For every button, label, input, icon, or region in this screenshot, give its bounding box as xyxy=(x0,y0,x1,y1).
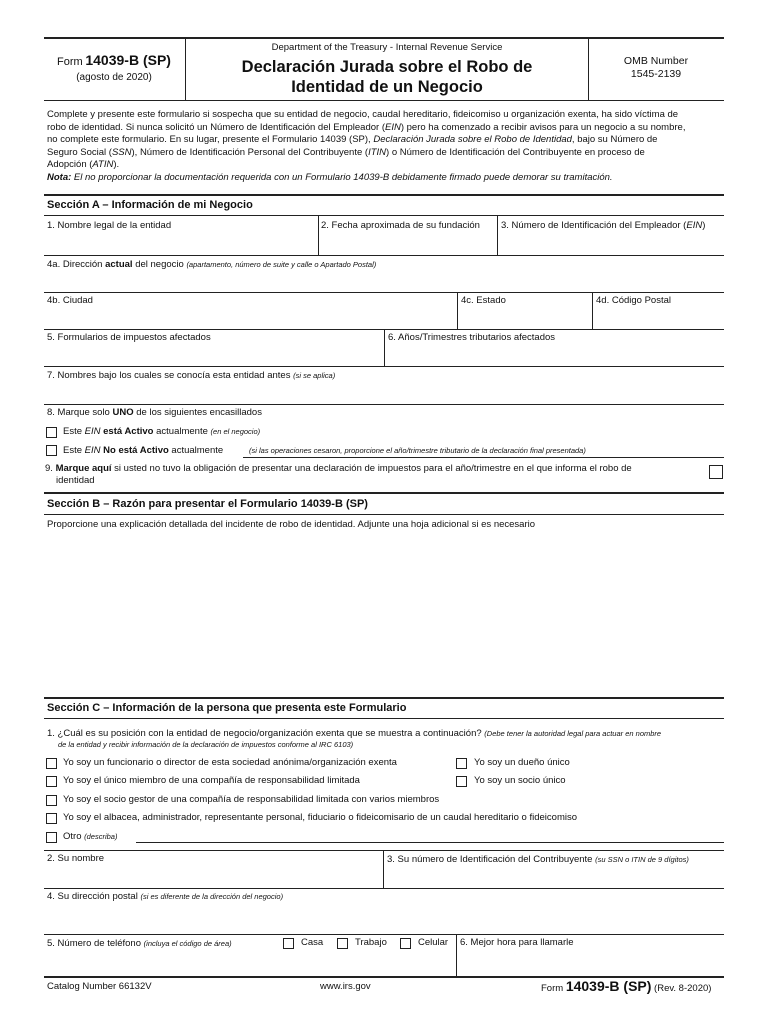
intro-line-5-em: ATIN xyxy=(92,159,114,170)
section-b-title-rule xyxy=(44,514,724,515)
llc-single-member-checkbox[interactable] xyxy=(46,776,57,787)
no-filing-requirement-checkbox[interactable] xyxy=(709,465,723,479)
intro-line-5-text: Adopción ( xyxy=(47,159,93,170)
ein-field[interactable] xyxy=(498,216,723,255)
intro-line-2-tail: ) pero ha comenzado a recibir avisos para un negocio a su nombre, xyxy=(400,121,686,133)
ein-inactive-em: EIN xyxy=(84,445,101,456)
footer-form-label: Form xyxy=(541,983,566,994)
intro-line-3 xyxy=(47,134,723,147)
phone-label xyxy=(47,938,232,950)
best-time-field[interactable] xyxy=(457,935,723,976)
phone-work-checkbox[interactable] xyxy=(337,938,348,949)
ein-inactive-note: (si las operaciones cesaron, proporcione el año/trimestre tributario de la declaración final presentada) xyxy=(249,446,586,455)
ein-active-checkbox[interactable] xyxy=(46,427,57,438)
city-label: 4b. Ciudad xyxy=(47,295,93,306)
form-title-line2: Identidad de un Negocio xyxy=(291,77,483,96)
intro-note xyxy=(47,172,723,185)
intro-line-3-tail: , bajo su Número de xyxy=(571,134,658,145)
section-c-title-rule xyxy=(44,718,724,719)
entity-name-field[interactable] xyxy=(44,216,318,255)
other-label-text: Otro xyxy=(63,831,85,842)
intro-line-5-tail: ). xyxy=(113,159,120,170)
omb-label: OMB Number xyxy=(623,55,689,67)
tax-forms-label: 5. Formularios de impuestos afectados xyxy=(47,332,211,343)
section-b-top-rule xyxy=(44,492,724,494)
footer-form-id xyxy=(541,978,711,996)
state-label: 4c. Estado xyxy=(461,295,506,306)
founding-date-label: 2. Fecha aproximada de su fundación xyxy=(321,220,480,231)
intro-line-5 xyxy=(47,159,723,172)
no-filing-requirement-label xyxy=(45,463,632,475)
state-field[interactable] xyxy=(458,293,592,329)
form-id-block xyxy=(44,52,184,84)
phone-home-checkbox[interactable] xyxy=(283,938,294,949)
header-top-rule xyxy=(44,37,724,39)
footer-revision: (Rev. 8-2020) xyxy=(651,983,712,994)
intro-note-label: Nota: xyxy=(47,171,72,183)
intro-line-3-em: Declaración Jurada sobre el Robo de Identidad xyxy=(373,134,572,145)
row7-bottom-rule xyxy=(44,404,724,405)
mailing-address-field[interactable] xyxy=(44,889,724,934)
taxpayer-id-field[interactable] xyxy=(384,851,723,888)
ein-inactive-post: actualmente xyxy=(168,445,224,456)
no-filing-line2: identidad xyxy=(56,475,95,486)
intro-line-2 xyxy=(47,122,723,135)
position-question xyxy=(47,728,661,740)
sole-owner-checkbox[interactable] xyxy=(456,758,467,769)
no-filing-pre: 9. xyxy=(45,463,56,474)
no-filing-bold: Marque aquí xyxy=(55,463,112,474)
phone-number-field[interactable] xyxy=(44,952,455,976)
position-question-text: 1. ¿Cuál es su posición con la entidad de negocio/organización exenta que se muestra a continuación? xyxy=(47,728,485,739)
form-title-line1: Declaración Jurada sobre el Robo de xyxy=(241,57,533,76)
ein-active-post: actualmente xyxy=(153,426,211,437)
form-date: (agosto de 2020) xyxy=(76,71,152,83)
ein-status-question xyxy=(47,407,262,419)
ein-label-tail: ) xyxy=(702,220,706,231)
final-return-line[interactable] xyxy=(243,457,724,458)
ein-label-em: EIN xyxy=(686,220,703,231)
mailing-address-note: (si es diferente de la dirección del negocio) xyxy=(140,892,284,901)
ein-inactive-pre: Este xyxy=(63,445,85,456)
position-question-note2: de la entidad y recibir información de la declaración de impuestos conforme al IRC 6103) xyxy=(58,740,354,749)
mailing-address-text: 4. Su dirección postal xyxy=(47,891,141,902)
form-title-block xyxy=(186,42,588,97)
ein-status-post: de los siguientes encasillados xyxy=(133,407,262,418)
no-filing-post: si usted no tuvo la obligación de presentar una declaración de impuestos para el año/trimestre en el que informa el robo de xyxy=(111,463,632,474)
other-label-note: (describa) xyxy=(84,832,118,841)
phone-work-label: Trabajo xyxy=(355,937,387,948)
ein-inactive-label xyxy=(63,445,223,457)
intro-paragraph xyxy=(47,109,723,184)
other-label xyxy=(63,831,117,843)
intro-line-4-tail: ) o Número de Identificación del Contribuyente en proceso de xyxy=(386,146,645,158)
city-field[interactable] xyxy=(44,293,457,329)
taxpayer-id-note: (su SSN o ITIN de 9 dígitos) xyxy=(595,855,689,864)
phone-cell-label: Celular xyxy=(418,937,449,948)
irs-website: www.irs.gov xyxy=(320,981,371,992)
previous-names-text: 7. Nombres bajo los cuales se conocía esta entidad antes xyxy=(47,370,294,381)
section-b-title: Sección B – Razón para presentar el Formulario 14039-B (SP) xyxy=(47,498,368,510)
intro-line-2-em: EIN xyxy=(384,121,401,133)
section-c-top-rule xyxy=(44,697,724,699)
entity-name-label: 1. Nombre legal de la entidad xyxy=(47,220,172,231)
ein-active-note: (en el negocio) xyxy=(210,427,261,436)
officer-label: Yo soy un funcionario o director de esta sociedad anónima/organización exenta xyxy=(63,757,397,768)
ein-active-em: EIN xyxy=(84,426,101,437)
agency-name: Department of the Treasury - Internal Revenue Service xyxy=(271,42,503,53)
incident-explanation-field[interactable] xyxy=(44,532,724,695)
sole-owner-label: Yo soy un dueño único xyxy=(474,757,570,768)
phone-label-note: (incluya el código de área) xyxy=(143,939,232,948)
llc-managing-member-checkbox[interactable] xyxy=(46,795,57,806)
header-bottom-rule xyxy=(44,100,724,101)
tax-years-field[interactable] xyxy=(385,330,723,366)
executor-label: Yo soy el albacea, administrador, representante personal, fiduciario o fideicomisario de un caudal hereditario o fideicomiso xyxy=(63,812,578,823)
intro-line-1: Complete y presente este formulario si sospecha que su entidad de negocio, caudal hereditario, fideicomiso u organización exenta, ha sido víctima de xyxy=(47,109,679,120)
section-a-title: Sección A – Información de mi Negocio xyxy=(47,199,253,211)
incident-explanation-instructions: Proporcione una explicación detallada del incidente de robo de identidad. Adjunte una hoja adicional si es necesario xyxy=(47,519,536,530)
ein-label-text: 3. Número de Identificación del Empleador ( xyxy=(501,220,687,231)
sole-partner-checkbox[interactable] xyxy=(456,776,467,787)
zip-code-label: 4d. Código Postal xyxy=(596,295,671,306)
executor-checkbox[interactable] xyxy=(46,813,57,824)
intro-line-4-text: Seguro Social ( xyxy=(47,146,112,158)
tax-forms-field[interactable] xyxy=(44,330,384,366)
ein-active-pre: Este xyxy=(63,426,85,437)
llc-single-member-label: Yo soy el único miembro de una compañía de responsabilidad limitada xyxy=(63,775,360,786)
intro-line-4-em2: ITIN xyxy=(368,146,387,158)
other-describe-line[interactable] xyxy=(136,842,724,843)
ein-inactive-bold: No está Activo xyxy=(100,445,169,456)
intro-line-3-text: no complete este formulario. En su lugar, presente el Formulario 14039 (SP), xyxy=(47,134,374,145)
intro-line-4-mid: ), Número de Identificación Personal del Contribuyente ( xyxy=(131,146,369,158)
other-checkbox[interactable] xyxy=(46,832,57,843)
tax-years-label: 6. Años/Trimestres tributarios afectados xyxy=(388,332,556,343)
llc-managing-member-label: Yo soy el socio gestor de una compañía de responsabilidad limitada con varios miembros xyxy=(63,794,440,805)
footer-form-number: 14039-B (SP) xyxy=(565,978,652,994)
omb-number: 1545-2139 xyxy=(630,68,682,81)
your-name-field[interactable] xyxy=(44,851,383,888)
form-label: Form xyxy=(57,56,83,68)
ein-status-pre: 8. Marque solo xyxy=(47,407,113,418)
zip-code-field[interactable] xyxy=(593,293,723,329)
intro-note-text: El no proporcionar la documentación requerida con un Formulario 14039-B debidamente firmado puede demorar su tramitación. xyxy=(71,171,613,183)
taxpayer-id-text: 3. Su número de Identificación del Contribuyente xyxy=(387,854,596,865)
address-label-note: (apartamento, número de suite y calle o Apartado Postal) xyxy=(186,260,377,269)
section-a-top-rule xyxy=(44,194,724,196)
phone-label-text: 5. Número de teléfono xyxy=(47,938,144,949)
omb-block xyxy=(590,55,722,81)
ein-inactive-checkbox[interactable] xyxy=(46,445,57,456)
ein-active-bold: está Activo xyxy=(100,426,154,437)
current-address-field[interactable] xyxy=(44,256,724,292)
ein-status-bold: UNO xyxy=(112,407,134,418)
address-label-bold: actual xyxy=(105,259,133,270)
form-number: 14039-B (SP) xyxy=(85,52,171,68)
sole-partner-label: Yo soy un socio único xyxy=(474,775,566,786)
header-divider-right xyxy=(588,37,589,100)
ein-active-label xyxy=(63,426,260,438)
officer-checkbox[interactable] xyxy=(46,758,57,769)
address-label-pre: 4a. Dirección xyxy=(47,259,106,270)
catalog-number: Catalog Number 66132V xyxy=(47,981,152,992)
founding-date-field[interactable] xyxy=(319,216,497,255)
position-question-note1: (Debe tener la autoridad legal para actuar en nombre xyxy=(484,729,662,738)
your-name-label: 2. Su nombre xyxy=(47,853,105,864)
intro-line-2-text: robo de identidad. Si nunca solicitó un Número de Identificación del Empleador ( xyxy=(47,121,385,133)
phone-home-label: Casa xyxy=(301,937,324,948)
intro-line-4-em1: SSN xyxy=(111,146,132,158)
intro-line-4 xyxy=(47,147,723,160)
best-time-label: 6. Mejor hora para llamarle xyxy=(460,937,574,948)
previous-names-field[interactable] xyxy=(44,367,724,404)
phone-cell-checkbox[interactable] xyxy=(400,938,411,949)
section-c-title: Sección C – Información de la persona que presenta este Formulario xyxy=(47,702,407,714)
previous-names-note: (si se aplica) xyxy=(293,371,336,380)
address-label-post: del negocio xyxy=(132,259,187,270)
